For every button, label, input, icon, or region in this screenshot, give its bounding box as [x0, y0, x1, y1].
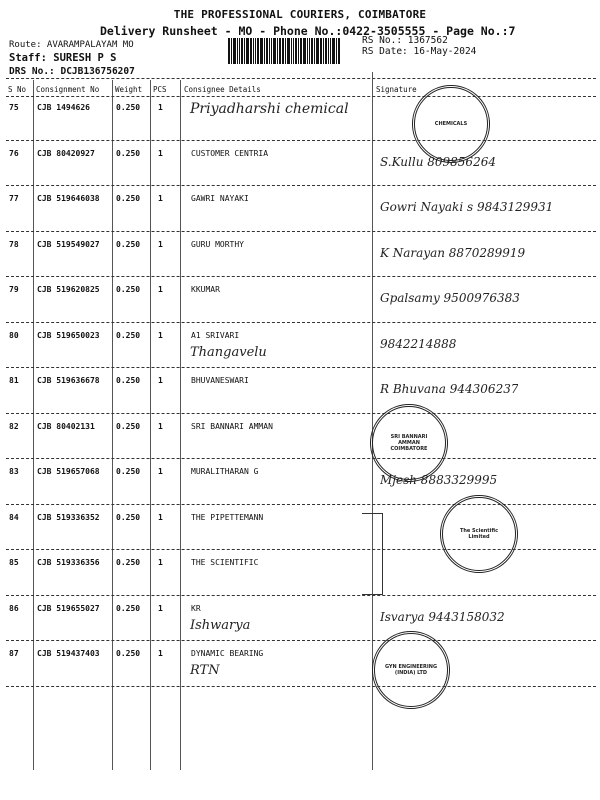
column-divider [33, 80, 34, 770]
handwritten-signature: 9842214888 [380, 336, 457, 351]
row-weight: 0.250 [116, 558, 141, 567]
col-header-pcs: PCS [153, 85, 167, 94]
row-divider [6, 686, 596, 687]
staff-label: Staff: SURESH P S [9, 52, 117, 64]
row-consignment-no: CJB 80420927 [37, 148, 95, 158]
handwritten-consignee: RTN [190, 663, 220, 678]
row-consignment-no: CJB 519636678 [37, 376, 100, 385]
row-consignee: SRI BANNARI AMMAN [191, 421, 273, 431]
company-stamp [370, 404, 448, 482]
row-consignment-no: CJB 519549027 [37, 239, 100, 249]
column-header-divider [6, 96, 596, 97]
row-pcs: 1 [158, 239, 163, 249]
row-weight: 0.250 [116, 285, 141, 294]
row-consignment-no: CJB 519646038 [37, 194, 100, 203]
handwritten-signature: Mjesh 8883329995 [380, 473, 498, 487]
route-label: Route: AVARAMPALAYAM MO [9, 40, 134, 50]
row-consignee: DYNAMIC BEARING [191, 649, 264, 658]
handwritten-signature: Gowri Nayaki s 9843129931 [380, 200, 554, 214]
row-sno: 83 [9, 467, 19, 476]
row-consignment-no: CJB 519336356 [37, 558, 100, 567]
row-divider [6, 549, 596, 550]
row-sno: 82 [9, 421, 19, 431]
row-consignment-no: CJB 519657068 [37, 467, 100, 476]
header-divider [6, 78, 596, 79]
handwritten-signature: K Narayan 8870289919 [380, 245, 526, 260]
bracket-mark [362, 513, 383, 595]
rs-number: RS No.: 1367562 [362, 35, 448, 46]
runsheet-subtitle: Delivery Runsheet - MO - Phone No.:0422-3505555 - Page No.:7 [100, 24, 516, 38]
stamp-text: The Scientific Limited [459, 527, 499, 540]
company-stamp [372, 631, 450, 709]
company-title: THE PROFESSIONAL COURIERS, COIMBATORE [173, 8, 427, 21]
row-sno: 86 [9, 603, 19, 613]
row-divider [6, 231, 596, 232]
col-header-consignment: Consignment No [36, 85, 100, 94]
col-header-consignee: Consignee Details [184, 85, 261, 94]
row-pcs: 1 [158, 330, 163, 340]
row-weight: 0.250 [116, 649, 141, 658]
row-consignee: A1 SRIVARI [191, 330, 240, 340]
row-consignee: BHUVANESWARI [191, 376, 249, 385]
row-consignee: KKUMAR [191, 285, 220, 294]
row-weight: 0.250 [116, 194, 141, 203]
company-stamp [412, 85, 490, 163]
row-consignment-no: CJB 519650023 [37, 330, 100, 340]
row-sno: 77 [9, 194, 19, 203]
row-sno: 84 [9, 512, 19, 522]
row-consignment-no: CJB 519437403 [37, 649, 100, 658]
handwritten-signature: Isvarya 9443158032 [380, 609, 505, 624]
row-divider [6, 640, 596, 641]
row-weight: 0.250 [116, 103, 141, 112]
row-pcs: 1 [158, 603, 163, 613]
row-consignee: THE SCIENTIFIC [191, 558, 259, 567]
handwritten-signature: R Bhuvana 944306237 [380, 382, 519, 396]
row-pcs: 1 [158, 512, 163, 522]
handwritten-consignee: Priyadharshi chemical [190, 101, 349, 117]
row-pcs: 1 [158, 194, 163, 203]
row-sno: 81 [9, 376, 19, 385]
row-sno: 80 [9, 330, 19, 340]
col-header-weight: Weight [115, 85, 143, 94]
row-weight: 0.250 [116, 603, 141, 613]
handwritten-consignee: Ishwarya [190, 617, 251, 633]
row-sno: 79 [9, 285, 19, 294]
row-divider [6, 367, 596, 368]
col-header-sno: S No [8, 85, 27, 94]
row-consignee: GAWRI NAYAKI [191, 194, 249, 203]
row-sno: 75 [9, 103, 19, 112]
row-sno: 85 [9, 558, 19, 567]
row-divider [6, 322, 596, 323]
row-consignment-no: CJB 519336352 [37, 512, 100, 522]
row-divider [6, 458, 596, 459]
column-divider [150, 80, 151, 770]
row-weight: 0.250 [116, 239, 141, 249]
col-header-signature: Signature [376, 85, 417, 94]
row-divider [6, 413, 596, 414]
barcode-image [228, 38, 354, 64]
row-pcs: 1 [158, 467, 163, 476]
handwritten-signature: Gpalsamy 9500976383 [380, 291, 520, 305]
row-pcs: 1 [158, 148, 163, 158]
rs-date: RS Date: 16-May-2024 [362, 46, 477, 57]
row-divider [6, 276, 596, 277]
row-pcs: 1 [158, 285, 163, 294]
row-weight: 0.250 [116, 512, 141, 522]
column-divider [180, 80, 181, 770]
row-pcs: 1 [158, 376, 163, 385]
row-weight: 0.250 [116, 330, 141, 340]
stamp-text: CHEMICALS [434, 121, 468, 127]
row-sno: 87 [9, 649, 19, 658]
column-divider [112, 80, 113, 770]
row-consignee: CUSTOMER CENTRIA [191, 148, 269, 158]
row-consignee: THE PIPETTEMANN [191, 512, 264, 522]
row-consignee: KR [191, 603, 201, 613]
row-consignment-no: CJB 519620825 [37, 285, 100, 294]
stamp-text: GYN ENGINEERING (INDIA) LTD [384, 664, 438, 676]
row-weight: 0.250 [116, 148, 141, 158]
row-weight: 0.250 [116, 421, 141, 431]
row-divider [6, 140, 596, 141]
row-pcs: 1 [158, 649, 163, 658]
row-consignee: MURALITHARAN G [191, 467, 259, 476]
handwritten-consignee: Thangavelu [190, 344, 267, 360]
row-consignee: GURU MORTHY [191, 239, 244, 249]
drs-number: DRS No.: DCJB136756207 [9, 66, 135, 77]
row-divider [6, 504, 596, 505]
handwritten-signature: S.Kullu 809856264 [380, 154, 496, 169]
row-consignment-no: CJB 80402131 [37, 421, 95, 431]
row-divider [6, 595, 596, 596]
row-sno: 78 [9, 239, 19, 249]
row-consignment-no: CJB 519655027 [37, 603, 100, 613]
row-weight: 0.250 [116, 467, 141, 476]
row-consignment-no: CJB 1494626 [37, 103, 90, 112]
row-weight: 0.250 [116, 376, 141, 385]
company-stamp [440, 495, 518, 573]
row-pcs: 1 [158, 421, 163, 431]
row-divider [6, 185, 596, 186]
row-pcs: 1 [158, 103, 163, 112]
stamp-text: SRI BANNARI AMMAN COIMBATORE [390, 433, 428, 452]
row-pcs: 1 [158, 558, 163, 567]
row-sno: 76 [9, 148, 19, 158]
